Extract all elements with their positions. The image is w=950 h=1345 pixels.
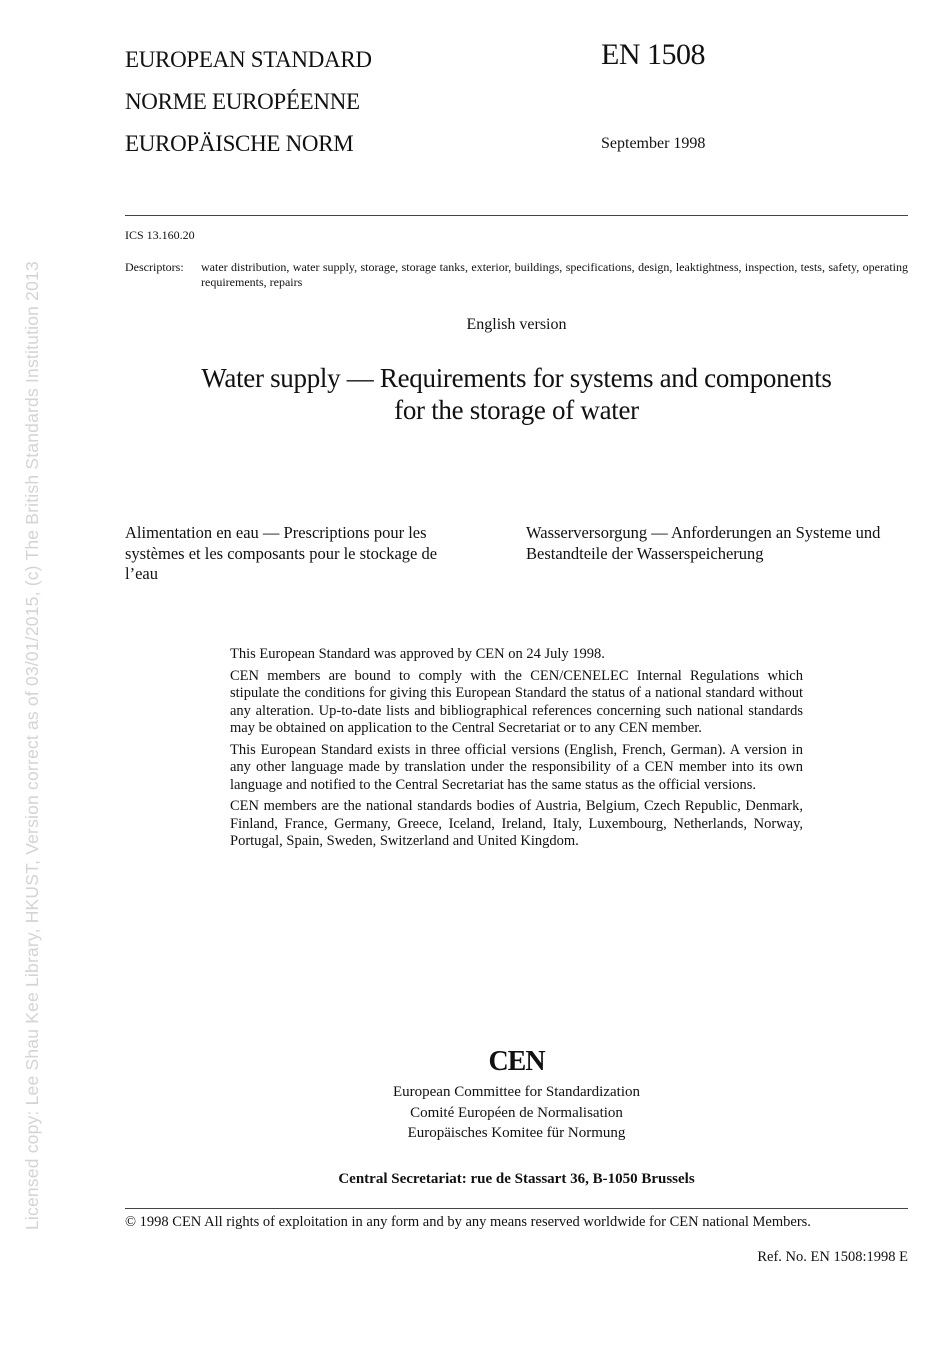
descriptors-text: water distribution, water supply, storage, storage tanks, exterior, buildings, specifications, design, leaktightness, inspection, tests, safety, operating requirements, repairs xyxy=(201,260,908,289)
compliance-paragraph: CEN members are bound to comply with the CEN/CENELEC Internal Regulations which stipulate the conditions for giving this European Standard the status of a national standard without any alteration. Up-to-date lists and bibliographical references concerning such national standards may be obtained on application to the Central Secretariat or to any CEN member. xyxy=(230,667,803,736)
version-label: English version xyxy=(466,316,567,333)
descriptors-label: Descriptors: xyxy=(125,260,184,274)
cen-names xyxy=(125,1082,908,1144)
german-title: Wasserversorgung — Anforderungen an Systeme und Bestandteile der Wasserspeicherung xyxy=(526,523,881,563)
cen-name-german: Europäisches Komitee für Normung xyxy=(407,1125,626,1141)
approval-paragraph: This European Standard was approved by CEN on 24 July 1998. xyxy=(230,646,605,662)
header-line-english: EUROPEAN STANDARD xyxy=(125,47,372,72)
footer-divider xyxy=(125,1208,908,1209)
central-secretariat: Central Secretariat: rue de Stassart 36, B-1050 Brussels xyxy=(338,1171,695,1187)
publication-date: September 1998 xyxy=(601,135,706,152)
versions-paragraph: This European Standard exists in three official versions (English, French, German). A version in any other language made by translation under the responsibility of a CEN member into its own language and notified to the Central Secretariat has the same status as the official versions. xyxy=(230,741,803,793)
document-title xyxy=(100,362,933,426)
ics-code: ICS 13.160.20 xyxy=(125,228,195,242)
title-line-1: Water supply — Requirements for systems and components xyxy=(201,363,832,393)
standard-number: EN 1508 xyxy=(601,38,705,71)
header-line-german: EUROPÄISCHE NORM xyxy=(125,131,354,156)
title-line-2: for the storage of water xyxy=(394,395,639,425)
license-watermark: Licensed copy: Lee Shau Kee Library, HKUST, Version correct as of 03/01/2015, (c) The British Standards Institution 2013 xyxy=(22,261,42,1230)
cen-name-english: European Committee for Standardization xyxy=(392,1084,640,1100)
header-divider xyxy=(125,215,908,216)
approval-text xyxy=(230,646,803,855)
header-line-french: NORME EUROPÉENNE xyxy=(125,89,360,114)
reference-number: Ref. No. EN 1508:1998 E xyxy=(757,1249,908,1265)
cen-name-french: Comité Européen de Normalisation xyxy=(410,1104,623,1121)
cen-logo: CEN xyxy=(488,1046,545,1077)
copyright-notice: © 1998 CEN All rights of exploitation in any form and by any means reserved worldwide for CEN national Members. xyxy=(125,1214,811,1230)
french-title: Alimentation en eau — Prescriptions pour les systèmes et les composants pour le stockage de l’eau xyxy=(125,523,438,583)
members-paragraph: CEN members are the national standards bodies of Austria, Belgium, Czech Republic, Denmark, Finland, France, Germany, Greece, Iceland, Ireland, Italy, Luxembourg, Netherlands, Norway, Portugal, Spain, Sweden, Switzerland and United Kingdom. xyxy=(230,798,803,849)
